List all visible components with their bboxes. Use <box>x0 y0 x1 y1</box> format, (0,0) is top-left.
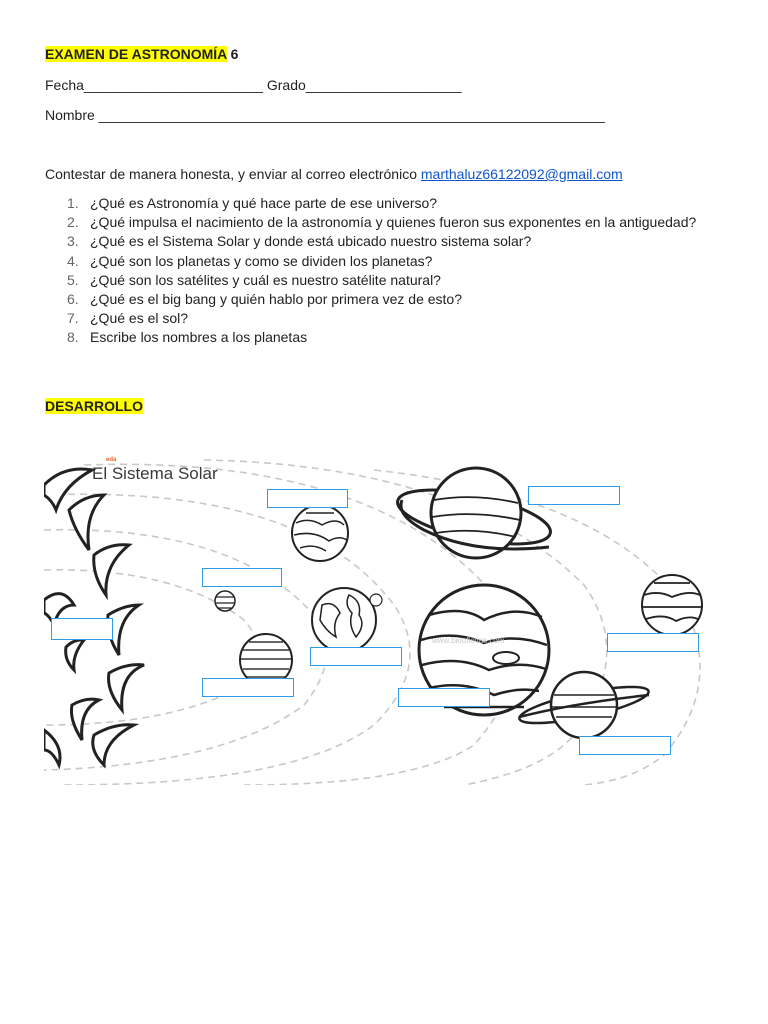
question-text: ¿Qué impulsa el nacimiento de la astronomía y quienes fueron sus exponentes en la antiguedad? <box>90 214 697 231</box>
diagram-watermark: www.bioufichas.com <box>432 636 505 645</box>
question-item <box>45 252 721 271</box>
question-item <box>45 290 721 309</box>
question-text: ¿Qué son los planetas y como se dividen los planetas? <box>90 252 433 269</box>
question-text: ¿Qué es el big bang y quién hablo por primera vez de esto? <box>90 291 463 308</box>
diagram-logo-mark: eda <box>106 457 117 463</box>
question-item <box>45 232 721 251</box>
neptune-planet <box>642 575 702 635</box>
answer-box-mars[interactable] <box>267 489 348 508</box>
grade-number: 6 <box>230 46 239 62</box>
instructions <box>45 166 623 182</box>
question-number: 4. <box>67 252 79 269</box>
question-item <box>45 328 721 347</box>
question-text: ¿Qué es el sol? <box>90 310 189 327</box>
question-list <box>45 194 721 348</box>
answer-box-jupiter[interactable] <box>398 688 490 707</box>
solar-system-diagram <box>44 455 724 785</box>
question-number: 5. <box>67 271 79 288</box>
question-number: 6. <box>67 291 79 308</box>
earth-planet <box>312 588 382 652</box>
question-number: 7. <box>67 310 79 327</box>
question-text: Escribe los nombres a los planetas <box>90 329 308 346</box>
question-item <box>45 271 721 290</box>
mars-planet <box>292 505 348 561</box>
instructions-text: Contestar de manera honesta, y enviar al correo electrónico <box>45 166 421 182</box>
question-number: 8. <box>67 329 79 346</box>
diagram-title-text: El Sistema Solar <box>92 464 218 483</box>
question-item <box>45 194 721 213</box>
question-item <box>45 309 721 328</box>
question-text: ¿Qué es el Sistema Solar y donde está ubicado nuestro sistema solar? <box>90 233 532 250</box>
saturn-planet <box>393 468 555 558</box>
exam-title-highlight: EXAMEN DE ASTRONOMÍA <box>45 46 227 62</box>
question-item <box>45 213 721 232</box>
answer-box-venus[interactable] <box>202 678 294 697</box>
fecha-grado-line: Fecha_______________________ Grado____________________ <box>45 77 462 93</box>
answer-box-saturn[interactable] <box>528 486 620 505</box>
sun-rays <box>44 469 144 765</box>
section-title <box>45 398 143 414</box>
answer-box-sun[interactable] <box>51 618 113 640</box>
diagram-title <box>92 457 218 484</box>
question-number: 1. <box>67 195 79 211</box>
exam-title <box>45 46 238 62</box>
question-number: 3. <box>67 233 79 250</box>
answer-box-uranus[interactable] <box>579 736 671 755</box>
mercury-planet <box>215 591 235 611</box>
question-number: 2. <box>67 214 79 231</box>
section-title-highlight: DESARROLLO <box>45 398 143 414</box>
answer-box-earth[interactable] <box>310 647 402 666</box>
question-text: ¿Qué son los satélites y cuál es nuestro satélite natural? <box>90 271 441 288</box>
question-text: ¿Qué es Astronomía y qué hace parte de ese universo? <box>90 195 438 211</box>
answer-box-mercury[interactable] <box>202 568 282 587</box>
nombre-line: Nombre _________________________________________________________________ <box>45 107 605 123</box>
email-link[interactable]: marthaluz66122092@gmail.com <box>420 166 623 182</box>
answer-box-neptune[interactable] <box>607 633 699 652</box>
